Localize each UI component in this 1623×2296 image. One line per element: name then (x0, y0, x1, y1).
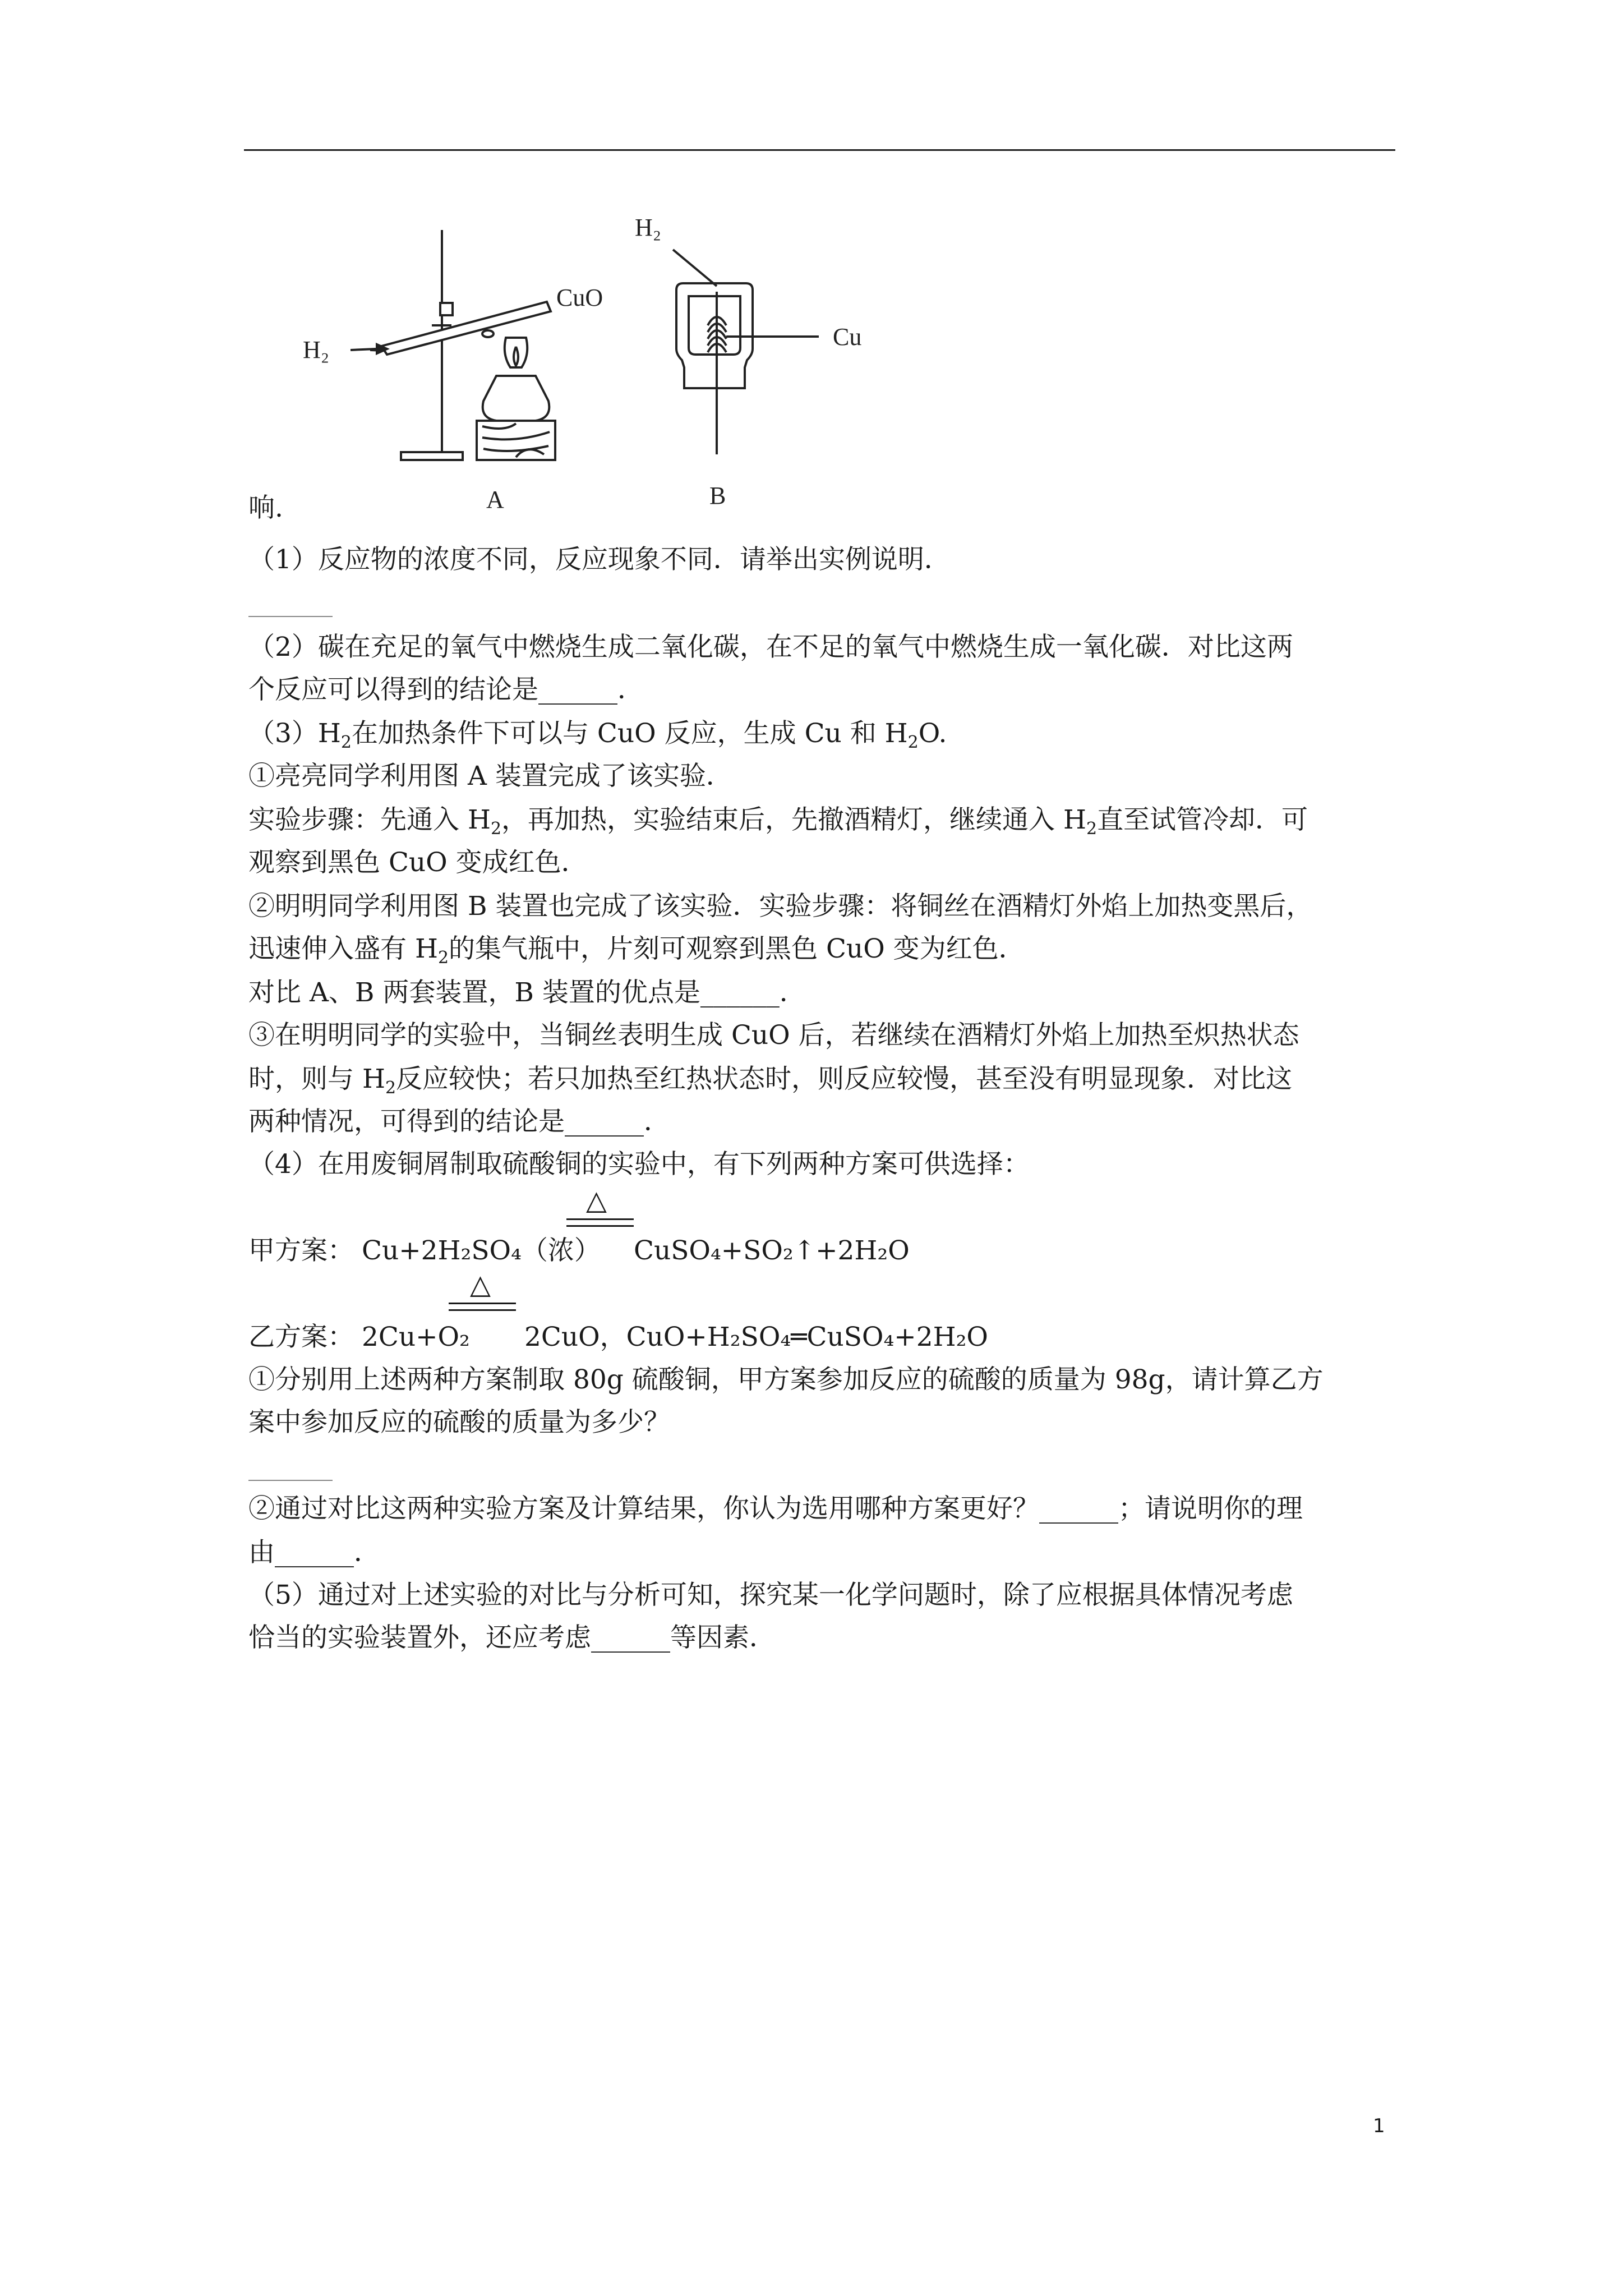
step-4: ②明明同学利用图 B 装置也完成了该实验．实验步骤：将铜丝在酒精灯外焰上加热变黑后， (248, 891, 1313, 922)
figure-b-cu-label: Cu (833, 323, 862, 351)
figure-a-cuo-label: CuO (556, 284, 603, 311)
question-5-line-b (248, 1621, 776, 1655)
plan-jia-right: CuSO₄+SO₂↑+2H₂O (634, 1235, 910, 1266)
plan-yi-right: 2CuO，CuO+H₂SO₄═CuSO₄+2H₂O (524, 1322, 988, 1352)
c3-post: ；请说明你的理 (1118, 1493, 1303, 1524)
question-5-line-a: （5）通过对上述实验的对比与分析可知，探究某一化学问题时，除了应根据具体情况考虑 (248, 1580, 1293, 1611)
s2-a: 实验步骤：先通入 H (248, 804, 491, 835)
step-8 (248, 1062, 1292, 1105)
s2-c: 直至试管冷却．可 (1097, 804, 1308, 835)
calc-question-line-1: ①分别用上述两种方案制取 80g 硫酸铜，甲方案参加反应的硫酸的质量为 98g，请计算乙方 (248, 1364, 1324, 1395)
reason-line (248, 1536, 380, 1570)
s2-b: ，再加热，实验结束后，先撤酒精灯，继续通入 H (501, 804, 1086, 835)
step-1: ①亮亮同学利用图 A 装置完成了该实验． (248, 761, 732, 792)
header-rule (244, 149, 1395, 151)
q3-a: （3）H (248, 718, 341, 749)
s9-answer-blank[interactable]: ______ (565, 1106, 644, 1137)
s5-b: 的集气瓶中，片刻可观察到黑色 CuO 变为红色． (449, 933, 1025, 964)
q5-answer-blank[interactable]: ______ (591, 1622, 670, 1653)
yi-delta-symbol: △ (470, 1269, 491, 1300)
q3-sub: 2 (340, 733, 352, 752)
c3-text: ②通过对比这两种实验方案及计算结果，你认为选用哪种方案更好？ (248, 1493, 1039, 1524)
calc-question-line-2: 案中参加反应的硫酸的质量为多少？ (248, 1407, 670, 1438)
step-9 (248, 1105, 670, 1139)
s6-text: 对比 A、B 两套装置，B 装置的优点是 (248, 977, 700, 1008)
figure-a-caption: A (486, 486, 504, 513)
s6-period: ． (779, 977, 806, 1008)
s9-text: 两种情况，可得到的结论是 (248, 1106, 565, 1137)
compare-question (248, 1492, 1303, 1526)
step-2 (248, 803, 1308, 846)
question-4: （4）在用废铜屑制取硫酸铜的实验中，有下列两种方案可供选择： (248, 1149, 1030, 1180)
jia-delta-symbol: △ (586, 1185, 607, 1216)
s5-a: 迅速伸入盛有 H (248, 933, 438, 964)
apparatus-figure (280, 208, 903, 522)
yi-equal-bar-bottom (449, 1309, 516, 1311)
answer-line-2 (248, 1480, 333, 1481)
s8-sub: 2 (385, 1078, 396, 1098)
q5-post: 等因素． (670, 1622, 776, 1653)
question-1: （1）反应物的浓度不同，反应现象不同．请举出实例说明． (248, 544, 951, 575)
question-2-line-b (248, 673, 644, 707)
figure-a-h2-label: H₂ (303, 336, 330, 364)
figure-a (370, 230, 555, 460)
line-xiang: 响. (248, 493, 283, 523)
step-6 (248, 976, 806, 1010)
step-5 (248, 932, 1025, 975)
figure-a-arrow (351, 344, 387, 353)
q5-text: 恰当的实验装置外，还应考虑 (248, 1622, 591, 1653)
s5-sub: 2 (437, 948, 449, 968)
page-number: 1 (1373, 2115, 1385, 2137)
figure-b-h2-label: H₂ (635, 214, 662, 241)
step-7: ③在明明同学的实验中，当铜丝表明生成 CuO 后，若继续在酒精灯外焰上加热至炽热状态 (248, 1020, 1299, 1051)
s9-period: ． (644, 1106, 670, 1137)
c4-answer-blank[interactable]: ______ (275, 1537, 354, 1568)
jia-equal-bar-top (566, 1218, 634, 1220)
plan-yi-label: 乙方案： (248, 1322, 354, 1352)
q2-answer-blank[interactable]: ______ (538, 674, 617, 705)
plan-jia-label: 甲方案： (248, 1235, 354, 1266)
s2-sub: 2 (490, 819, 502, 839)
s6-answer-blank[interactable]: ______ (700, 977, 780, 1008)
question-3 (248, 717, 947, 760)
question-2-line-a: （2）碳在充足的氧气中燃烧生成二氧化碳，在不足的氧气中燃烧生成一氧化碳．对比这两 (248, 632, 1293, 662)
yi-equal-bar-top (449, 1303, 516, 1304)
jia-equal-bar-bottom (566, 1225, 634, 1227)
plan-yi-left: 2Cu+O₂ (362, 1322, 470, 1352)
c4-period: ． (354, 1537, 380, 1568)
c3-answer-blank[interactable]: ______ (1039, 1493, 1118, 1524)
answer-line-1 (248, 616, 333, 617)
q2-text: 个反应可以得到的结论是 (248, 674, 538, 705)
c4-text: 由 (248, 1537, 275, 1568)
q3-sub2: 2 (907, 733, 919, 752)
q3-b: 在加热条件下可以与 CuO 反应，生成 Cu 和 H (351, 718, 908, 749)
figure-b (673, 250, 819, 454)
s2-sub2: 2 (1086, 819, 1098, 839)
q3-c: O. (918, 718, 947, 749)
figure-b-caption: B (709, 482, 726, 509)
plan-jia-left: Cu+2H₂SO₄（浓） (362, 1235, 601, 1266)
step-3: 观察到黑色 CuO 变成红色． (248, 847, 588, 878)
s8-b: 反应较快；若只加热至红热状态时，则反应较慢，甚至没有明显现象．对比这 (396, 1064, 1293, 1094)
q2-period: ． (617, 674, 644, 705)
s8-a: 时，则与 H (248, 1064, 385, 1094)
